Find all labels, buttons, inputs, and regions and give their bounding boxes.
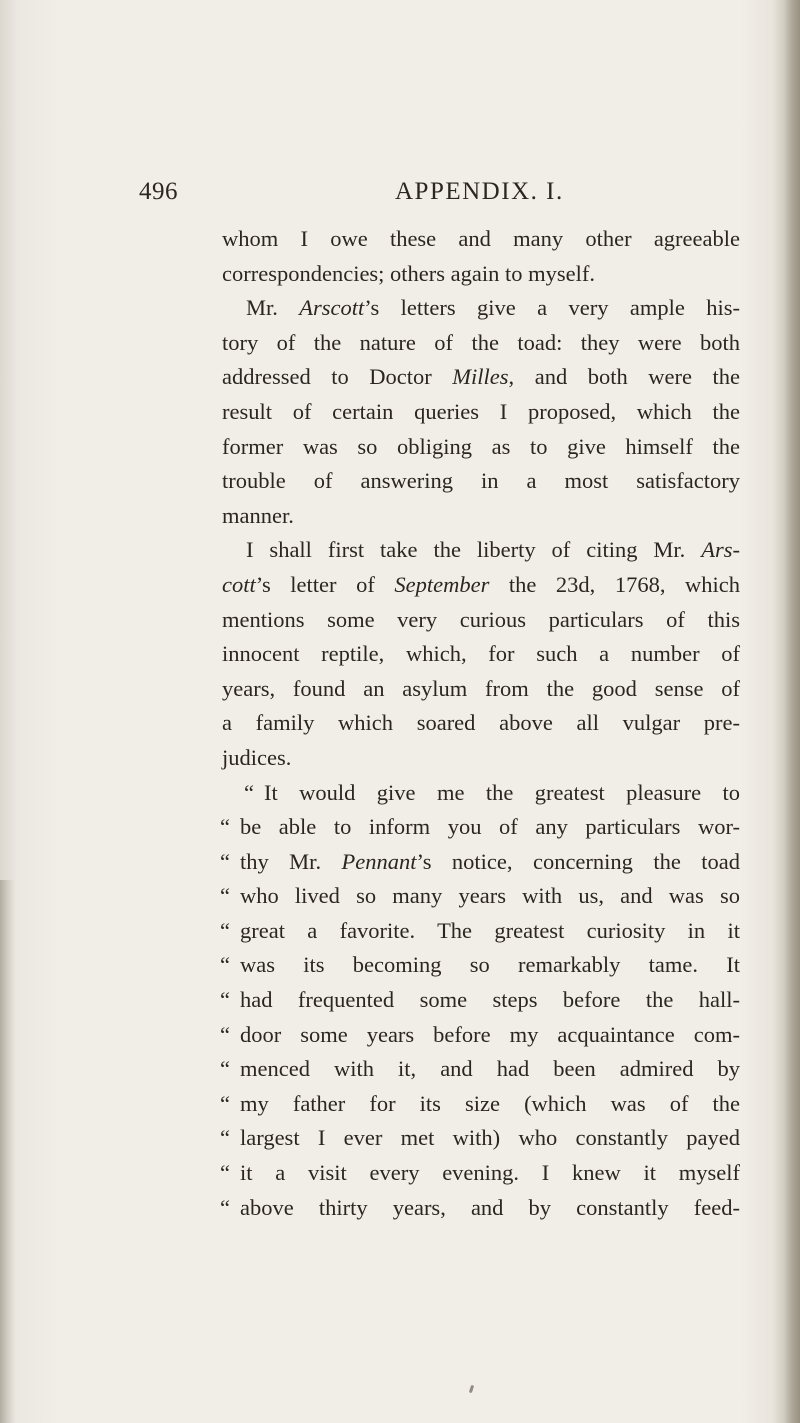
text-segment: the 23d, 1768, which	[489, 571, 740, 597]
text-segment: be able to inform you of any particulars wor-	[240, 814, 740, 840]
quote-mark: “	[220, 814, 230, 840]
italic-text: Arscott	[299, 295, 365, 321]
quote-mark: “	[220, 952, 230, 978]
text-line	[222, 672, 740, 707]
text-line	[222, 706, 740, 741]
text-line	[222, 326, 740, 361]
text-line	[222, 637, 740, 672]
text-segment: who lived so many years with us, and was so	[240, 883, 740, 909]
text-line	[222, 1087, 740, 1122]
text-segment: It would give me the greatest pleasure to	[264, 779, 740, 805]
text-line	[222, 533, 740, 568]
text-segment: manner.	[222, 502, 294, 528]
text-line	[222, 879, 740, 914]
text-line	[222, 845, 740, 880]
quote-mark: “	[220, 848, 230, 874]
text-segment: addressed to Doctor	[222, 364, 453, 390]
text-segment: ’s notice, concerning the toad	[416, 848, 740, 874]
quote-mark: “	[220, 1090, 230, 1116]
quote-mark: “	[220, 883, 230, 909]
text-line	[222, 776, 740, 811]
text-line	[222, 568, 740, 603]
page-edge-shadow	[0, 880, 14, 1423]
text-segment: largest I ever met with) who constantly payed	[240, 1125, 740, 1151]
italic-text: Pennant	[341, 848, 417, 874]
text-line	[222, 360, 740, 395]
text-segment: innocent reptile, which, for such a number of	[222, 641, 740, 667]
text-segment: I shall first take the liberty of citing Mr.	[246, 537, 702, 563]
text-line	[222, 1191, 740, 1226]
text-line	[222, 395, 740, 430]
text-segment: correspondencies; others again to myself.	[222, 260, 596, 286]
quote-mark: “	[220, 1056, 230, 1082]
text-line	[222, 499, 740, 534]
text-line	[222, 948, 740, 983]
text-line	[222, 222, 740, 257]
quote-mark: “	[220, 987, 230, 1013]
text-line	[222, 1018, 740, 1053]
page-number: 496	[139, 178, 178, 205]
text-segment: tory of the nature of the toad: they were both	[222, 329, 740, 355]
text-line	[222, 257, 740, 292]
text-line	[222, 603, 740, 638]
text-segment: trouble of answering in a most satisfactory	[222, 468, 740, 494]
text-line	[222, 1121, 740, 1156]
text-line	[222, 1052, 740, 1087]
running-head: APPENDIX. I.	[395, 178, 564, 205]
text-segment: mentions some very curious particulars of this	[222, 606, 740, 632]
quote-mark: “	[220, 1125, 230, 1151]
italic-text: Milles	[452, 364, 509, 390]
text-segment: , and both were the	[508, 364, 740, 390]
body-text	[222, 222, 740, 1225]
text-segment: a family which soared above all vulgar pre-	[222, 710, 740, 736]
text-segment: years, found an asylum from the good sense of	[222, 675, 740, 701]
text-segment: was its becoming so remarkably tame. It	[240, 952, 740, 978]
quote-mark: “	[220, 1160, 230, 1186]
text-segment: Mr.	[246, 295, 300, 321]
text-segment: ’s letter of	[255, 571, 395, 597]
quote-mark: “	[220, 1194, 230, 1220]
text-segment: menced with it, and had been admired by	[240, 1056, 740, 1082]
text-line	[222, 430, 740, 465]
text-line	[222, 291, 740, 326]
quote-mark: “	[220, 917, 230, 943]
italic-text: cott	[222, 571, 256, 597]
binding-shadow	[784, 0, 800, 1423]
text-line	[222, 983, 740, 1018]
text-segment: former was so obliging as to give himself the	[222, 433, 740, 459]
text-segment: had frequented some steps before the hall-	[240, 987, 740, 1013]
text-line	[222, 914, 740, 949]
page-header	[0, 178, 800, 212]
text-line	[222, 1156, 740, 1191]
text-segment: whom I owe these and many other agreeable	[222, 226, 740, 251]
text-segment: ’s letters give a very ample his-	[364, 295, 740, 321]
text-segment: great a favorite. The greatest curiosity in it	[240, 917, 740, 943]
quote-mark: “	[244, 779, 254, 805]
text-line	[222, 464, 740, 499]
text-segment: thy Mr.	[240, 848, 342, 874]
text-segment: it a visit every evening. I knew it myself	[240, 1160, 740, 1186]
text-segment: above thirty years, and by constantly feed-	[240, 1194, 740, 1220]
text-segment: door some years before my acquaintance com-	[240, 1021, 740, 1047]
quote-mark: “	[220, 1021, 230, 1047]
text-line	[222, 810, 740, 845]
text-segment: judices.	[222, 744, 292, 770]
text-segment: result of certain queries I proposed, which the	[222, 398, 740, 424]
italic-text: Ars-	[701, 537, 740, 563]
text-segment: my father for its size (which was of the	[240, 1090, 740, 1116]
text-line	[222, 741, 740, 776]
italic-text: September	[394, 571, 490, 597]
